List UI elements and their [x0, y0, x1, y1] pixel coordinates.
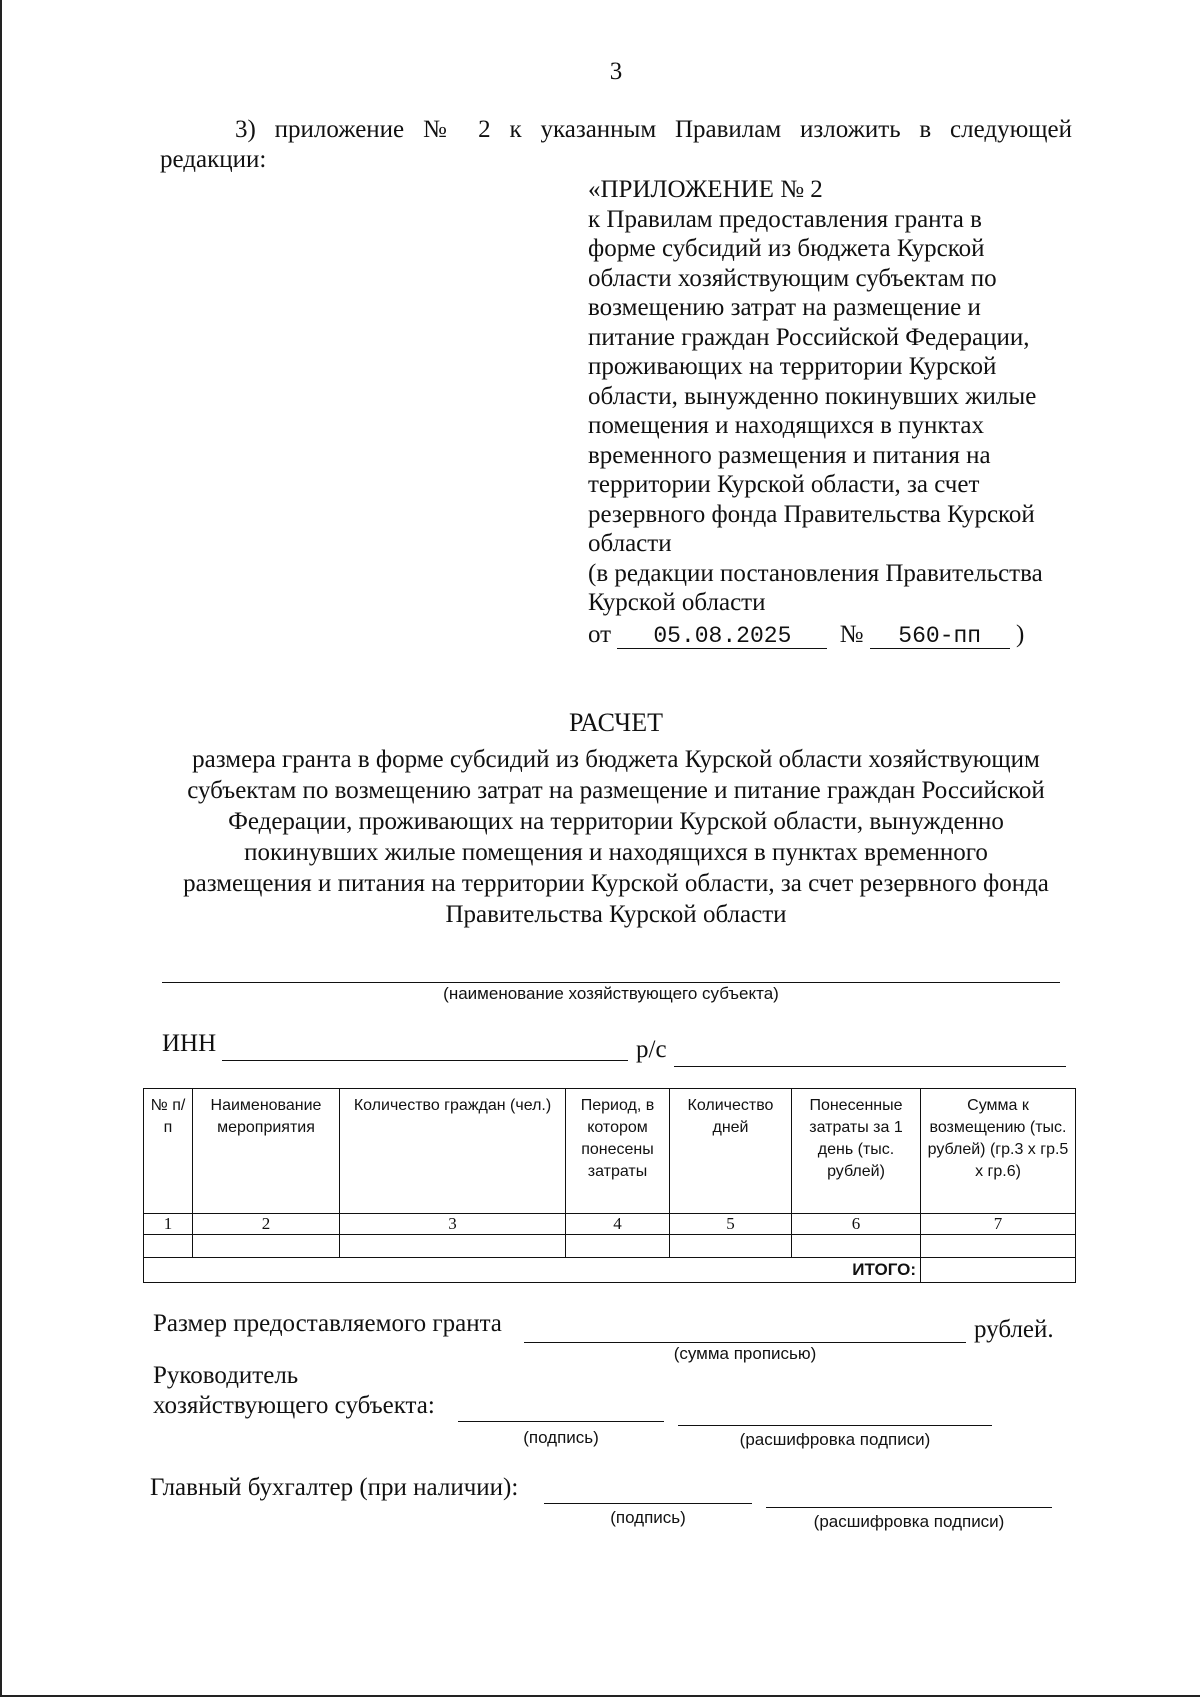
- appendix-line: проживающих на территории Курской: [588, 353, 997, 380]
- appendix-line: Курской области: [588, 589, 766, 616]
- appendix-line: помещения и находящихся в пунктах: [588, 412, 985, 439]
- intro-line-2: редакции:: [160, 146, 267, 173]
- head-decode-line: [678, 1425, 992, 1426]
- accountant-signature-line: [544, 1503, 752, 1504]
- column-number: 6: [792, 1214, 921, 1235]
- inn-label: ИНН: [162, 1030, 217, 1057]
- head-signature-caption: (подпись): [523, 1428, 599, 1447]
- column-number: 2: [193, 1214, 340, 1235]
- grant-amount-line: [524, 1342, 966, 1343]
- column-number: 4: [566, 1214, 670, 1235]
- appendix-line: временного размещения и питания на: [588, 441, 991, 469]
- table-header-cell: Количество граждан (чел.): [340, 1089, 566, 1214]
- accountant-label: Главный бухгалтер (при наличии):: [150, 1474, 519, 1501]
- appendix-line: области: [588, 530, 672, 557]
- column-number: 5: [670, 1214, 792, 1235]
- number-label: №: [839, 620, 864, 648]
- grant-unit: рублей.: [974, 1316, 1054, 1343]
- accountant-decode-caption: (расшифровка подписи): [813, 1512, 1005, 1531]
- appendix-line: территории Курской области, за счет: [588, 471, 980, 498]
- table-cell: [193, 1235, 340, 1258]
- head-label-line-2: хозяйствующего субъекта:: [153, 1392, 435, 1419]
- appendix-line: форме субсидий из бюджета Курской: [588, 235, 985, 262]
- column-number: 1: [144, 1214, 193, 1235]
- table-header-cell: Сумма к возмещению (тыс. рублей) (гр.3 х гр.5 х гр.6): [921, 1089, 1076, 1214]
- inn-line: [222, 1060, 628, 1061]
- table-row: [144, 1235, 1076, 1258]
- accountant-decode-line: [766, 1507, 1052, 1508]
- intro-paragraph: [160, 115, 1072, 175]
- grant-caption: (сумма прописью): [673, 1344, 817, 1363]
- subtitle-line: Правительства Курской области: [445, 901, 787, 928]
- appendix-line: области, вынужденно покинувших жилые: [588, 382, 1037, 410]
- subtitle-line: покинувших жилые помещения и находящихся в пунктах временного: [244, 839, 988, 866]
- head-label-line-1: Руководитель: [153, 1362, 299, 1389]
- subtitle-line: размера гранта в форме субсидий из бюджета Курской области хозяйствующим: [192, 746, 1040, 773]
- table-header-cell: Период, в котором понесены затраты: [566, 1089, 670, 1214]
- accountant-signature-caption: (подпись): [610, 1508, 686, 1527]
- subtitle-line: Федерации, проживающих на территории Курской области, вынужденно: [228, 808, 1004, 835]
- table-cell: [340, 1235, 566, 1258]
- entity-caption: (наименование хозяйствующего субъекта): [443, 984, 779, 1003]
- table-cell: [792, 1235, 921, 1258]
- table-cell: [921, 1235, 1076, 1258]
- column-number: 7: [921, 1214, 1076, 1235]
- head-decode-caption: (расшифровка подписи): [739, 1430, 931, 1449]
- entity-name-line: [162, 982, 1060, 983]
- table-total-row: [144, 1258, 1076, 1283]
- total-label: ИТОГО:: [144, 1258, 921, 1283]
- resolution-date: 05.08.2025: [617, 624, 827, 649]
- closing-paren: ): [1015, 620, 1025, 648]
- table-header-cell: Количество дней: [670, 1089, 792, 1214]
- appendix-line: резервного фонда Правительства Курской: [588, 500, 1035, 528]
- resolution-reference: [588, 620, 1068, 650]
- table-cell: [144, 1235, 193, 1258]
- from-label: от: [588, 620, 612, 648]
- table-header-cell: № п/п: [144, 1089, 193, 1214]
- table-cell: [566, 1235, 670, 1258]
- table-header-cell: Понесенные затраты за 1 день (тыс. рублей): [792, 1089, 921, 1214]
- table-header-cell: Наименование мероприятия: [193, 1089, 340, 1214]
- account-line: [674, 1066, 1066, 1067]
- total-value-cell: [921, 1258, 1076, 1283]
- subtitle-line: субъектам по возмещению затрат на размещение и питание граждан Российской: [187, 777, 1045, 804]
- table-header-row: [144, 1089, 1076, 1214]
- table-cell: [670, 1235, 792, 1258]
- appendix-line: (в редакции постановления Правительства: [588, 559, 1043, 587]
- grant-label: Размер предоставляемого гранта: [153, 1310, 502, 1337]
- head-signature-line: [458, 1421, 664, 1422]
- subtitle-line: размещения и питания на территории Курской области, за счет резервного фонда: [183, 870, 1049, 897]
- appendix-header: [588, 175, 1068, 649]
- document-title: РАСЧЕТ: [569, 708, 663, 737]
- appendix-line: области хозяйствующим субъектам по: [588, 264, 997, 292]
- appendix-line: «ПРИЛОЖЕНИЕ № 2: [588, 176, 823, 203]
- appendix-line: питание граждан Российской Федерации,: [588, 323, 1030, 351]
- account-label: р/с: [636, 1036, 667, 1063]
- intro-line-1: 3) приложение № 2 к указанным Правилам изложить в следующей: [235, 116, 1072, 143]
- resolution-number: 560-пп: [870, 624, 1010, 649]
- document-subtitle: [150, 744, 1082, 930]
- appendix-line: к Правилам предоставления гранта в: [588, 205, 982, 233]
- page-number: 3: [609, 58, 623, 85]
- calculation-table: [143, 1088, 1076, 1283]
- table-column-numbers-row: [144, 1214, 1076, 1235]
- appendix-line: возмещению затрат на размещение и: [588, 294, 981, 321]
- column-number: 3: [340, 1214, 566, 1235]
